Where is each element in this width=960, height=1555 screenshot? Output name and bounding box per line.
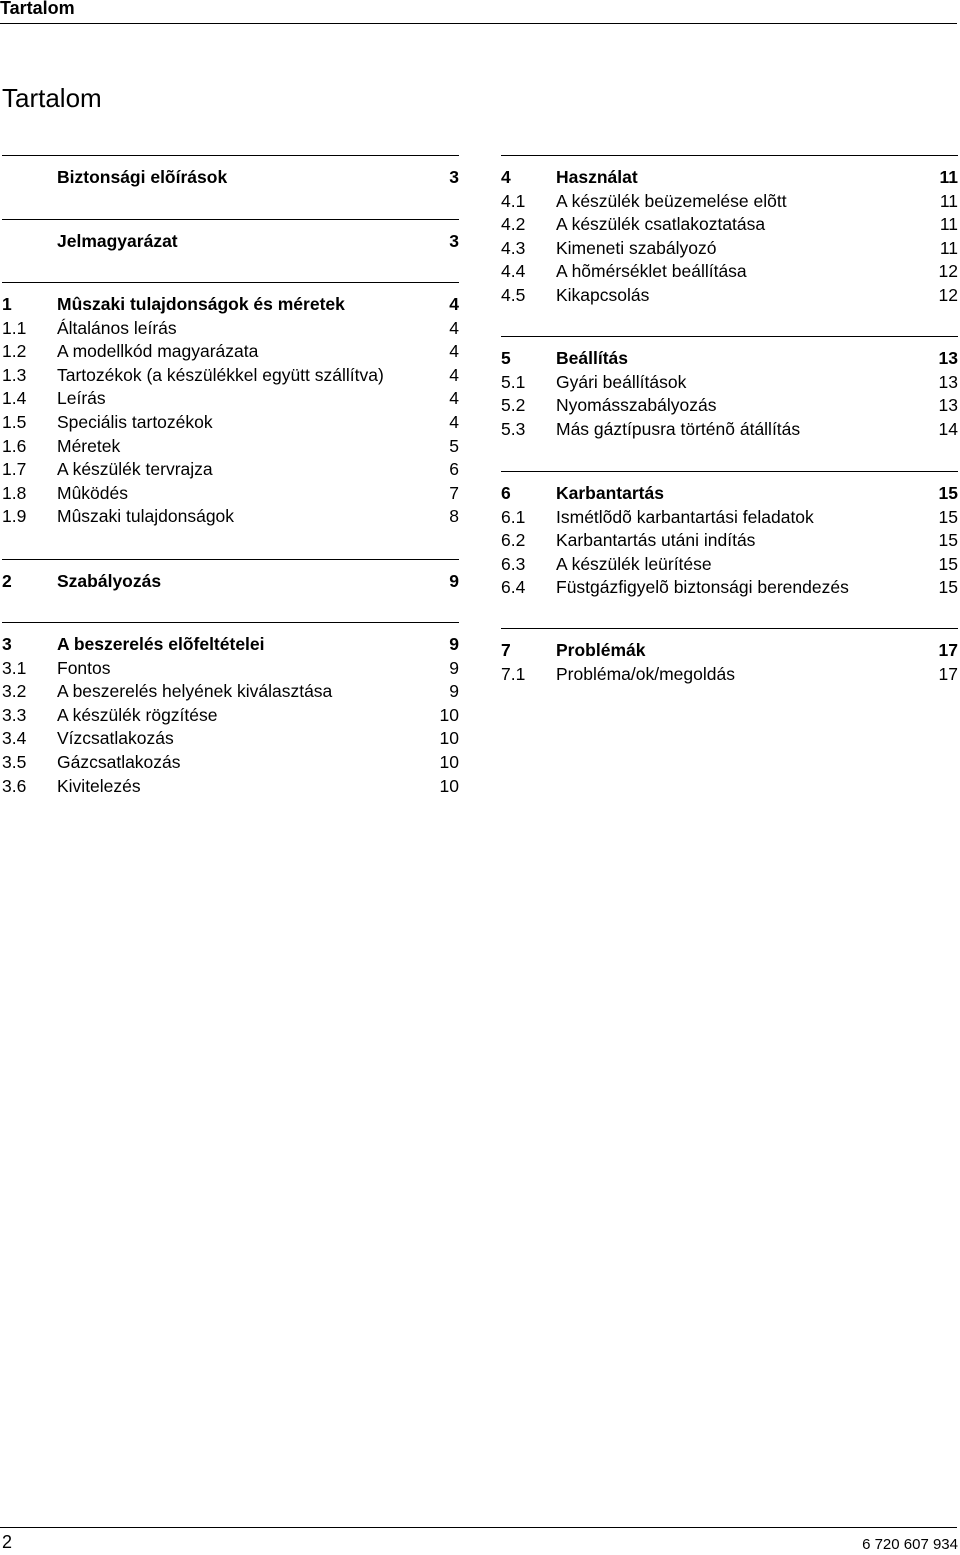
- toc-entry-page: 4: [449, 364, 459, 385]
- toc-subsection-entry[interactable]: [501, 284, 958, 308]
- toc-entry-page: 4: [449, 388, 459, 409]
- toc-subsection-entry[interactable]: [501, 371, 958, 395]
- toc-entry-page: 14: [938, 418, 958, 439]
- toc-entry-number: 6.2: [501, 530, 526, 551]
- toc-section: [2, 219, 459, 254]
- toc-entry-title: Szabályozás: [57, 571, 162, 591]
- toc-subsection-entry[interactable]: [2, 680, 459, 704]
- toc-subsection-entry[interactable]: [501, 576, 958, 600]
- toc-entry-title: A készülék tervrajza: [57, 459, 213, 480]
- toc-entry-title: A készülék csatlakoztatása: [556, 214, 766, 235]
- toc-entry-number: 1.5: [2, 411, 27, 432]
- toc-entry-number: 1.4: [2, 388, 27, 409]
- toc-entry-number: 1.1: [2, 317, 27, 338]
- toc-entry-title: Mûszaki tulajdonságok és méretek: [57, 294, 345, 314]
- running-header: [0, 0, 957, 24]
- toc-entry-number: 1: [2, 294, 12, 314]
- toc-entry-page: 13: [938, 371, 958, 392]
- running-header-title: Tartalom: [0, 0, 75, 18]
- toc-entry-number: 4: [501, 167, 511, 187]
- toc-entry-page: 8: [449, 506, 459, 527]
- toc-entry-title: Beállítás: [556, 348, 628, 368]
- toc-entry-page: 12: [938, 284, 958, 305]
- toc-subsection-entry[interactable]: [2, 751, 459, 775]
- toc-entry-number: 5: [501, 348, 511, 368]
- toc-entry-page: 11: [939, 214, 958, 235]
- toc-entry-page: 4: [449, 317, 459, 338]
- toc-entry-number: 5.1: [501, 371, 526, 392]
- toc-chapter-entry[interactable]: [501, 482, 958, 506]
- toc-entry-title: A hõmérséklet beállítása: [556, 261, 747, 282]
- toc-entry-number: 7: [501, 640, 511, 660]
- toc-entry-page: 9: [449, 634, 459, 654]
- toc-entry-title: A beszerelés helyének kiválasztása: [57, 681, 333, 702]
- toc-subsection-entry[interactable]: [2, 364, 459, 388]
- toc-entry-title: Kimeneti szabályozó: [556, 237, 717, 258]
- toc-entry-number: 1.3: [2, 364, 27, 385]
- toc-subsection-entry[interactable]: [2, 317, 459, 341]
- toc-entry-title: Ismétlõdõ karbantartási feladatok: [556, 506, 814, 527]
- toc-entry-page: 5: [449, 435, 459, 456]
- toc-chapter-entry[interactable]: [2, 166, 459, 190]
- toc-entry-title: Leírás: [57, 388, 106, 409]
- toc-entry-title: Speciális tartozékok: [57, 411, 213, 432]
- toc-subsection-entry[interactable]: [2, 458, 459, 482]
- toc-entry-page: 11: [939, 190, 958, 211]
- toc-entry-title: Probléma/ok/megoldás: [556, 663, 735, 684]
- toc-subsection-entry[interactable]: [2, 727, 459, 751]
- toc-entry-title: Biztonsági elõírások: [57, 167, 228, 187]
- toc-subsection-entry[interactable]: [2, 704, 459, 728]
- toc-entry-title: Vízcsatlakozás: [57, 728, 174, 749]
- toc-entry-title: A modellkód magyarázata: [57, 341, 259, 362]
- toc-entry-page: 4: [449, 294, 459, 314]
- toc-entry-title: Karbantartás utáni indítás: [556, 530, 756, 551]
- toc-section: [501, 471, 958, 600]
- toc-entry-number: 1.9: [2, 506, 27, 527]
- toc-entry-page: 7: [449, 482, 459, 503]
- toc-chapter-entry[interactable]: [501, 639, 958, 663]
- section-divider: [2, 559, 459, 560]
- toc-entry-number: 4.4: [501, 261, 526, 282]
- section-divider: [2, 219, 459, 220]
- toc-entry-title: A beszerelés elõfeltételei: [57, 634, 265, 654]
- toc-entry-page: 9: [449, 681, 459, 702]
- toc-entry-title: Karbantartás: [556, 483, 664, 503]
- toc-section: [2, 282, 459, 529]
- toc-entry-title: Gyári beállítások: [556, 371, 687, 392]
- toc-entry-page: 3: [449, 231, 459, 251]
- toc-section: [2, 155, 459, 190]
- toc-section: [501, 628, 958, 686]
- toc-entry-number: 4.5: [501, 284, 526, 305]
- toc-entry-page: 15: [938, 483, 958, 503]
- toc-subsection-entry[interactable]: [501, 394, 958, 418]
- section-divider: [501, 336, 958, 337]
- toc-entry-page: 15: [938, 577, 958, 598]
- toc-entry-page: 15: [938, 530, 958, 551]
- toc-section: [501, 155, 958, 308]
- toc-subsection-entry[interactable]: [2, 387, 459, 411]
- toc-entry-number: 3.4: [2, 728, 27, 749]
- toc-entry-title: Fontos: [57, 657, 111, 678]
- toc-entry-page: 6: [449, 459, 459, 480]
- toc-section: [2, 622, 459, 798]
- toc-entry-title: Más gáztípusra történõ átállítás: [556, 418, 801, 439]
- toc-subsection-entry[interactable]: [501, 663, 958, 687]
- toc-entry-title: Használat: [556, 167, 638, 187]
- toc-subsection-entry[interactable]: [2, 340, 459, 364]
- toc-entry-title: A készülék rögzítése: [57, 704, 218, 725]
- toc-entry-title: Gázcsatlakozás: [57, 751, 181, 772]
- toc-entry-page: 3: [449, 167, 459, 187]
- toc-entry-number: 6.3: [501, 553, 526, 574]
- toc-entry-number: 3.6: [2, 775, 27, 796]
- toc-entry-number: 1.6: [2, 435, 27, 456]
- toc-chapter-entry[interactable]: [2, 293, 459, 317]
- toc-chapter-entry[interactable]: [501, 347, 958, 371]
- toc-chapter-entry[interactable]: [501, 166, 958, 190]
- toc-entry-number: 3.1: [2, 657, 27, 678]
- toc-entry-page: 17: [938, 663, 958, 684]
- toc-entry-page: 9: [449, 657, 459, 678]
- toc-entry-title: Kikapcsolás: [556, 284, 650, 305]
- toc-subsection-entry[interactable]: [2, 435, 459, 459]
- toc-entry-title: Általános leírás: [57, 317, 177, 338]
- toc-entry-title: Méretek: [57, 435, 121, 456]
- toc-entry-number: 4.1: [501, 190, 526, 211]
- toc-entry-title: Mûszaki tulajdonságok: [57, 506, 235, 527]
- toc-subsection-entry[interactable]: [501, 237, 958, 261]
- toc-entry-number: 3.5: [2, 751, 27, 772]
- toc-entry-page: 4: [449, 341, 459, 362]
- toc-entry-number: 2: [2, 571, 12, 591]
- toc-entry-title: Kivitelezés: [57, 775, 141, 796]
- toc-subsection-entry[interactable]: [501, 418, 958, 442]
- toc-entry-title: A készülék leürítése: [556, 553, 712, 574]
- toc-entry-page: 15: [938, 553, 958, 574]
- toc-entry-title: Nyomásszabályozás: [556, 395, 717, 416]
- toc-entry-page: 4: [449, 411, 459, 432]
- section-divider: [501, 155, 958, 156]
- toc-entry-page: 17: [938, 640, 958, 660]
- toc-chapter-entry[interactable]: [2, 633, 459, 657]
- toc-entry-number: 1.8: [2, 482, 27, 503]
- footer-document-number: 6 720 607 934: [862, 1536, 958, 1553]
- toc-subsection-entry[interactable]: [501, 260, 958, 284]
- section-divider: [2, 622, 459, 623]
- toc-entry-number: 5.2: [501, 395, 526, 416]
- section-divider: [2, 155, 459, 156]
- toc-entry-number: 1.7: [2, 459, 27, 480]
- toc-entry-page: 15: [938, 506, 958, 527]
- toc-entry-title: Füstgázfigyelõ biztonsági berendezés: [556, 577, 849, 598]
- toc-entry-number: 1.2: [2, 341, 27, 362]
- toc-entry-page: 10: [439, 704, 459, 725]
- toc-entry-number: 6: [501, 483, 511, 503]
- toc-entry-page: 11: [939, 167, 958, 187]
- toc-entry-page: 10: [439, 775, 459, 796]
- toc-entry-title: Jelmagyarázat: [57, 231, 178, 251]
- section-divider: [2, 282, 459, 283]
- toc-entry-number: 6.1: [501, 506, 526, 527]
- toc-subsection-entry[interactable]: [2, 482, 459, 506]
- toc-entry-page: 10: [439, 751, 459, 772]
- toc-subsection-entry[interactable]: [501, 529, 958, 553]
- toc-entry-number: 3.2: [2, 681, 27, 702]
- toc-entry-number: 4.2: [501, 214, 526, 235]
- footer-page-number: 2: [2, 1532, 13, 1552]
- section-divider: [501, 471, 958, 472]
- toc-subsection-entry[interactable]: [501, 213, 958, 237]
- toc-subsection-entry[interactable]: [501, 506, 958, 530]
- toc-subsection-entry[interactable]: [2, 775, 459, 799]
- toc-entry-number: 3: [2, 634, 12, 654]
- toc-subsection-entry[interactable]: [2, 411, 459, 435]
- toc-entry-number: 7.1: [501, 663, 526, 684]
- toc-subsection-entry[interactable]: [2, 657, 459, 681]
- toc-entry-page: 12: [938, 261, 958, 282]
- toc-entry-title: Mûködés: [57, 482, 129, 503]
- toc-entry-title: Tartozékok (a készülékkel együtt szállítva): [57, 364, 384, 385]
- footer-divider: [0, 1527, 957, 1528]
- toc-section: [2, 559, 459, 594]
- toc-entry-page: 10: [439, 728, 459, 749]
- toc-entry-title: A készülék beüzemelése elõtt: [556, 190, 787, 211]
- toc-entry-page: 11: [939, 237, 958, 258]
- toc-entry-page: 13: [938, 348, 958, 368]
- toc-entry-number: 6.4: [501, 577, 526, 598]
- toc-entry-number: 5.3: [501, 418, 526, 439]
- toc-entry-page: 9: [449, 571, 459, 591]
- toc-section: [501, 336, 958, 441]
- toc-subsection-entry[interactable]: [501, 190, 958, 214]
- page-title: Tartalom: [2, 83, 102, 113]
- toc-subsection-entry[interactable]: [501, 553, 958, 577]
- toc-entry-number: 3.3: [2, 704, 27, 725]
- toc-entry-number: 4.3: [501, 237, 526, 258]
- toc-entry-page: 13: [938, 395, 958, 416]
- toc-entry-title: Problémák: [556, 640, 646, 660]
- section-divider: [501, 628, 958, 629]
- toc-chapter-entry[interactable]: [2, 570, 459, 594]
- toc-chapter-entry[interactable]: [2, 230, 459, 254]
- toc-subsection-entry[interactable]: [2, 505, 459, 529]
